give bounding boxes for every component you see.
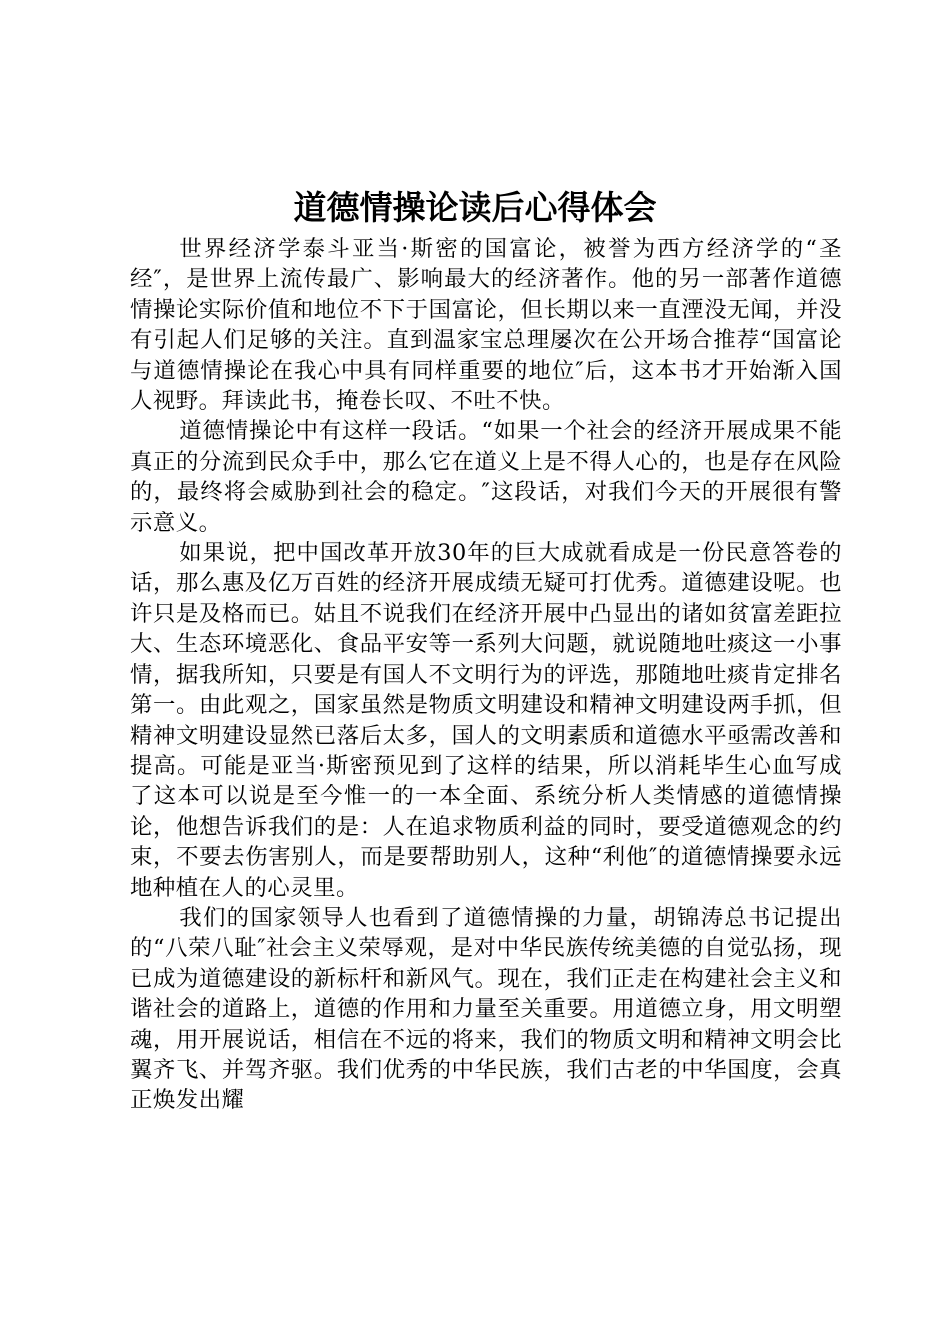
paragraph-4: 我们的国家领导人也看到了道德情操的力量，胡锦涛总书记提出的“八荣八耻″社会主义荣辱观，是对中华民族传统美德的自觉弘扬，现已成为道德建设的新标杆和新风气。现在，我们正走在构建社会主义和谐社会的道路上，道德的作用和力量至关重要。用道德立身，用文明塑魂，用开展说话，相信在不远的将来，我们的物质文明和精神文明会比翼齐飞、并驾齐驱。我们优秀的中华民族，我们古老的中华国度，会真正焕发出耀: [130, 904, 842, 1114]
document-title: 道德情操论读后心得体会: [293, 188, 657, 227]
paragraph-3: 如果说，把中国改革开放30年的巨大成就看成是一份民意答卷的话，那么惠及亿万百姓的经济开展成绩无疑可打优秀。道德建设呢。也许只是及格而已。姑且不说我们在经济开展中凸显出的诸如贫富差距拉大、生态环境恶化、食品平安等一系列大问题，就说随地吐痰这一小事情，据我所知，只要是有国人不文明行为的评选，那随地吐痰肯定排名第一。由此观之，国家虽然是物质文明建设和精神文明建设两手抓，但精神文明建设显然已落后太多，国人的文明素质和道德水平亟需改善和提高。可能是亚当·斯密预见到了这样的结果，所以消耗毕生心血写成了这本可以说是至今惟一的一本全面、系统分析人类情感的道德情操论，他想告诉我们的是：人在追求物质利益的同时，要受道德观念的约束，不要去伤害别人，而是要帮助别人，这种“利他″的道德情操要永远地种植在人的心灵里。: [130, 540, 842, 901]
paragraph-1: 世界经济学泰斗亚当·斯密的国富论，被誉为西方经济学的“圣经″，是世界上流传最广、影响最大的经济著作。他的另一部著作道德情操论实际价值和地位不下于国富论，但长期以来一直湮没无闻，并没有引起人们足够的关注。直到温家宝总理屡次在公开场合推荐“国富论与道德情操论在我心中具有同样重要的地位″后，这本书才开始渐入国人视野。拜读此书，掩卷长叹、不吐不快。: [130, 236, 842, 415]
document-body: [130, 234, 842, 1116]
paragraph-2: 道德情操论中有这样一段话。“如果一个社会的经济开展成果不能真正的分流到民众手中，那么它在道义上是不得人心的，也是存在风险的，最终将会威胁到社会的稳定。″这段话，对我们今天的开展很有警示意义。: [130, 418, 842, 536]
